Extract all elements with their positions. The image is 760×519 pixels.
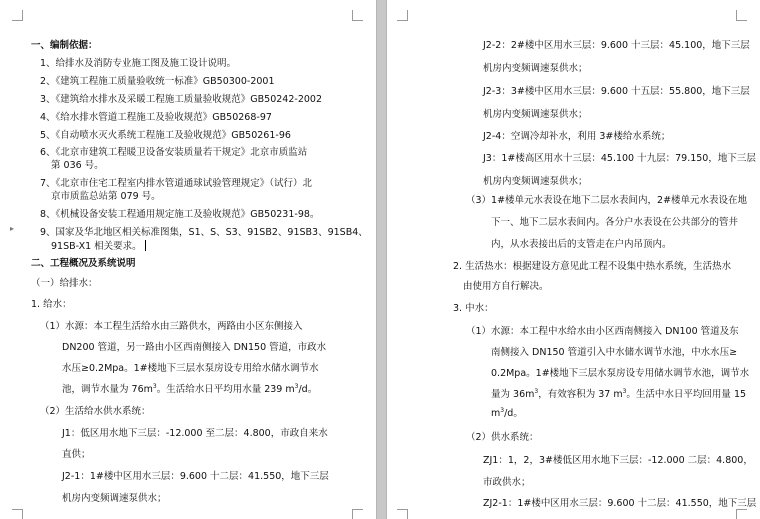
text-cursor [145, 240, 146, 251]
paragraph-line: 0.2Mpa。1#楼地下三层水泵房设专用储水调节水池，调节水 [491, 368, 750, 379]
paragraph-line [62, 384, 317, 396]
paragraph-line: J2-2：2#楼中区用水三层：9.600 十三层：45.100，地下三层 [483, 40, 750, 51]
paragraph-line: ZJ1：1，2，3#楼低区用水地下三层：-12.000 二层：4.800， [483, 455, 753, 466]
text-span: 量为 36m [491, 389, 535, 400]
paragraph-line: 下一、地下二层水表间内。各分户水表设在公共部分的管井 [491, 217, 739, 228]
text-span: ，有效容积为 37 m [538, 389, 623, 400]
margin-corner-mark [397, 509, 408, 519]
text-span: 池，调节水量为 76m [62, 384, 153, 395]
paragraph-line: J1：低区用水地下三层：-12.000 至二层：4.800，市政自来水 [62, 428, 328, 439]
reference-item: 1、给排水及消防专业施工图及施工设计说明。 [40, 58, 237, 69]
item-heading: 2. 生活热水：根据建设方意见此工程不设集中热水系统，生活热水 [453, 261, 732, 272]
margin-corner-mark [12, 509, 23, 519]
document-page-right [387, 0, 760, 519]
paragraph-line: （1）水源：本工程生活给水由三路供水，两路由小区东侧接入 [40, 321, 303, 332]
superscript: 3 [294, 382, 299, 390]
paragraph-line: J2-4：空调冷却补水，利用 3#楼给水系统； [483, 131, 671, 142]
reference-item: 4、《给水排水管道工程施工及验收规范》GB50268-97 [40, 112, 272, 123]
paragraph-line: 机房内变频调速泵供水； [62, 493, 167, 504]
text-span: m [491, 408, 501, 419]
paragraph-line: 直供； [62, 449, 91, 460]
margin-corner-mark [736, 10, 747, 21]
reference-item-continued: 第 036 号。 [51, 160, 104, 171]
margin-corner-mark [397, 10, 408, 21]
document-page-left [0, 0, 376, 519]
paragraph-line: （1）水源：本工程中水给水由小区西南侧接入 DN100 管道及东 [466, 326, 739, 337]
reference-item: 5、《自动喷水灭火系统工程施工及验收规范》GB50261-96 [40, 130, 291, 141]
paragraph-line: J2-1：1#楼中区用水三层：9.600 十二层：41.550，地下三层 [62, 471, 329, 482]
paragraph-line: （3）1#楼单元水表设在地下二层水表间内，2#楼单元水表设在地 [466, 195, 748, 206]
subsection-heading: （一）给排水： [31, 278, 98, 289]
item-heading: 1. 给水： [31, 299, 72, 310]
paragraph-line [491, 389, 746, 401]
paragraph-line: （2）生活给水供水系统： [40, 406, 151, 417]
paragraph-line [491, 408, 523, 420]
paragraph-line: DN200 管道，另一路由小区西南侧接入 DN150 管道，市政水 [62, 342, 327, 353]
paragraph-line: J3：1#楼高区用水十三层：45.100 十九层：79.150，地下三层 [483, 153, 756, 164]
paragraph-line: 内，从水表接出后的支管走在户内吊顶内。 [491, 239, 672, 250]
reference-item: 7、《北京市住宅工程室内排水管道通球试验管理规定》（试行）北 [40, 178, 313, 189]
text-span: /d。 [504, 408, 523, 419]
section-heading: 一、编制依据： [31, 40, 98, 51]
superscript: 3 [622, 387, 627, 395]
paragraph-line: 市政供水； [483, 477, 531, 488]
paragraph-line: ZJ2-1：1#楼中区用水三层：9.600 十二层：41.550，地下三层 [483, 498, 757, 509]
superscript: 3 [152, 382, 157, 390]
margin-corner-mark [352, 10, 363, 21]
text-span: 。生活中水日平均回用量 15 [626, 389, 747, 400]
paragraph-line: J2-3：3#楼中区用水三层：9.600 十五层：55.800，地下三层 [483, 86, 750, 97]
paragraph-line: 由使用方自行解决。 [463, 281, 549, 292]
text-span: /d。 [298, 384, 318, 395]
margin-corner-mark [352, 509, 363, 519]
section-heading: 二、工程概况及系统说明 [31, 258, 136, 269]
paragraph-line: 水压≥0.2Mpa。1#楼地下三层水泵房设专用给水储水调节水 [62, 363, 319, 374]
paragraph-mark-icon: ▸ [10, 224, 15, 233]
superscript: 3 [534, 387, 539, 395]
margin-corner-mark [12, 10, 23, 21]
reference-text: 91SB-X1 相关要求。 [51, 241, 142, 252]
paragraph-line: （2）供水系统： [466, 432, 539, 443]
item-heading: 3. 中水： [453, 303, 494, 314]
reference-item: 8、《机械设备安装工程通用规定施工及验收规范》GB50231-98。 [40, 209, 320, 220]
reference-item-continued: 京市质监总站第 079 号。 [51, 191, 161, 202]
paragraph-line: 机房内变频调速泵供水； [483, 109, 588, 120]
reference-item: 9、国家及华北地区相关标准图集，S1、S、S3、91SB2、91SB3、91SB4、 [40, 227, 368, 238]
paragraph-line: 机房内变频调速泵供水； [483, 63, 588, 74]
page-gutter [376, 0, 387, 519]
reference-item: 2、《建筑工程施工质量验收统一标准》GB50300-2001 [40, 76, 275, 87]
paragraph-line: 南侧接入 DN150 管道引入中水储水调节水池，中水水压≥ [491, 347, 738, 358]
text-span: 。生活给水日平均用水量 239 m [156, 384, 295, 395]
reference-item: 3、《建筑给水排水及采暖工程施工质量验收规范》GB50242-2002 [40, 94, 322, 105]
reference-item: 6、《北京市建筑工程暖卫设备安装质量若干规定》北京市质监站 [40, 147, 308, 158]
paragraph-line: 机房内变频调速泵供水； [483, 176, 588, 187]
margin-corner-mark [736, 509, 747, 519]
reference-item-continued[interactable] [51, 240, 146, 253]
superscript: 3 [500, 406, 505, 414]
